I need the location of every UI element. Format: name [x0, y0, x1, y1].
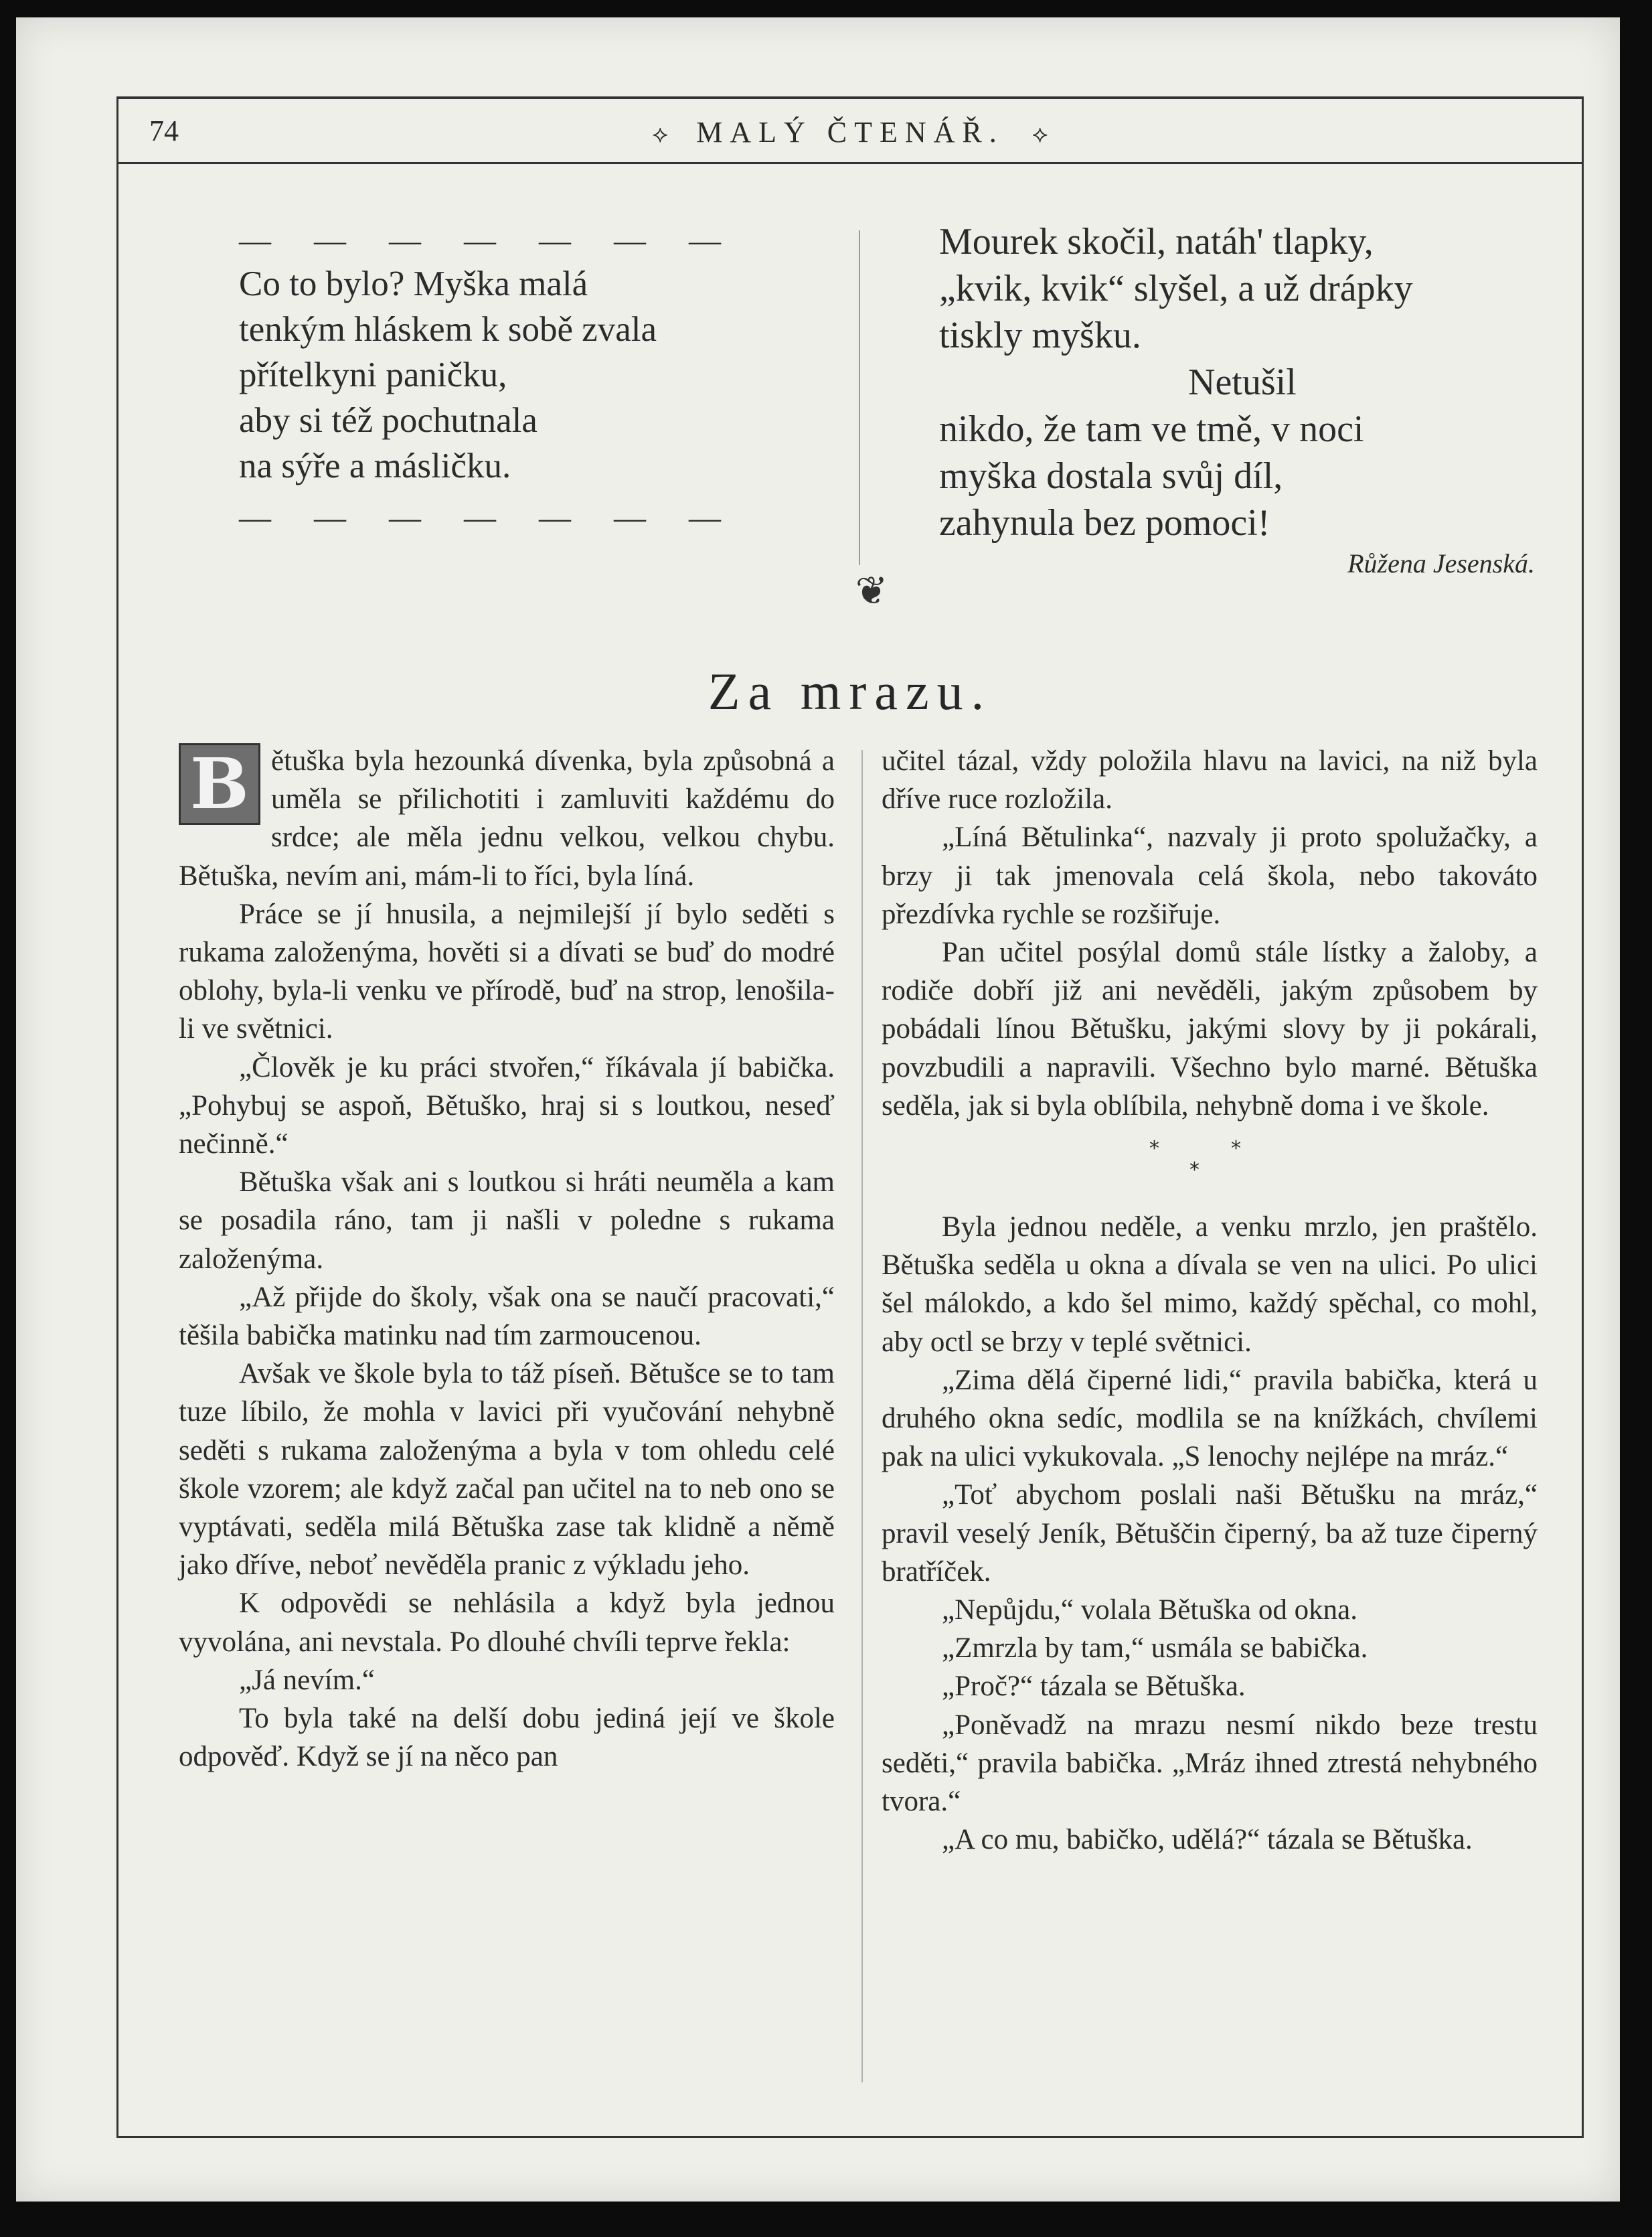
page-frame — [116, 96, 1584, 2138]
paragraph: Byla jednou neděle, a venku mrzlo, jen praštělo. Bětuška seděla u okna a dívala se ven na ulici. Po ulici šel málokdo, a kdo šel mimo, každý spěchal, co mohl, aby octl se brzy v teplé světnici. — [882, 1211, 1538, 1358]
section-break — [882, 1132, 1538, 1199]
paragraph: „Zima dělá čiperné lidi,“ pravila babička, která u druhého okna sedíc, modlila se na knížkách, chvílemi pak na ulici vykukovala. „S lenochy nejlépe na mráz.“ — [882, 1364, 1538, 1473]
paragraph: „Já nevím.“ — [239, 1664, 375, 1696]
paragraph: „Až přijde do školy, však ona se naučí pracovati,“ těšila babička matinku nad tím zarmoucenou. — [179, 1281, 835, 1352]
poem-line: přítelkyni paničku, — [239, 356, 507, 394]
paragraph: B ětuška byla hezounká dívenka, byla způsobná a uměla se přilichotiti i zamluviti každému do srdce; ale měla jednu velkou, velkou chybu. Bětuška, nevím ani, mám-li to říci, byla líná. — [179, 743, 835, 892]
poem-column-divider — [859, 230, 860, 565]
running-title — [118, 115, 1582, 149]
paragraph: „Toť abychom poslali naši Bětušku na mráz,“ pravil veselý Jeník, Bětuščin čiperný, ba až tuze čiperný bratříček. — [882, 1479, 1538, 1588]
book-page — [16, 17, 1620, 2202]
paragraph: K odpovědi se nehlásila a když byla jednou vyvolána, ani nevstala. Po dlouhé chvíli teprve řekla: — [179, 1588, 835, 1658]
fleuron-icon: ❦ — [855, 568, 888, 613]
paragraph: „Člověk je ku práci stvořen,“ říkávala jí babička. „Pohybuj se aspoň, Bětuško, hraj si s loutkou, neseď nečinně.“ — [179, 1051, 835, 1160]
journal-title: MALÝ ČTENÁŘ. — [696, 116, 1004, 149]
poem-dashes-bottom: — — — — — — — — [239, 500, 738, 536]
ornament-left-icon: ⟡ — [652, 121, 669, 148]
story-right-column — [882, 742, 1538, 1859]
poem-dashes-top: — — — — — — — — [239, 223, 738, 258]
paragraph: Pan učitel posýlal domů stále lístky a žaloby, a rodiče dobří již ani nevěděli, jakým způsobem by pobádali línou Bětušku, jakými slovy by ji pokárali, povzbudili a napravili. Všechno bylo marné. Bětuška seděla, jak si byla oblíbila, nehybně doma i ve škole. — [882, 937, 1538, 1122]
poem-line: myška dostala svůj díl, — [939, 455, 1283, 497]
ornament-right-icon: ⟡ — [1031, 121, 1048, 148]
story-column-divider — [861, 750, 863, 2082]
poem-line: Mourek skočil, natáh' tlapky, — [939, 221, 1374, 262]
poem-author: Růžena Jesenská. — [1347, 548, 1535, 578]
poem-left-column — [239, 221, 841, 538]
poem-line: zahynula bez pomoci! — [939, 502, 1270, 544]
running-header — [118, 99, 1582, 164]
poem-line: nikdo, že tam ve tmě, v noci — [939, 408, 1364, 450]
poem-line: tiskly myšku. — [939, 315, 1141, 356]
poem-line: tenkým hláskem k sobě zvala — [239, 310, 657, 349]
asterisk-icon: * — [1189, 1158, 1200, 1182]
paragraph: To byla také na delší dobu jediná její ve škole odpověď. Když se jí na něco pan — [179, 1703, 835, 1773]
paragraph: Práce se jí hnusila, a nejmilejší jí bylo seděti s rukama založenýma, hověti si a dívati se buď do modré oblohy, byla-li venku ve přírodě, buď na strop, lenošila-li ve světnici. — [179, 898, 835, 1045]
paragraph: „Nepůjdu,“ volala Bětuška od okna. — [942, 1594, 1357, 1626]
paragraph: Bětuška však ani s loutkou si hráti neuměla a kam se posadila ráno, tam ji našli v poledne s rukama založenýma. — [179, 1166, 835, 1275]
page-number: 74 — [149, 114, 179, 147]
story-left-column — [179, 742, 835, 1776]
paragraph: „A co mu, babičko, udělá?“ tázala se Bětuška. — [942, 1824, 1473, 1856]
asterisk-icon: * — [1149, 1137, 1159, 1161]
poem-line: Co to bylo? Myška malá — [239, 264, 588, 303]
poem-line: „kvik, kvik“ slyšel, a už drápky — [939, 268, 1413, 309]
poem-line: aby si též pochutnala — [239, 401, 538, 440]
paragraph: Avšak ve škole byla to táž píseň. Bětušce se to tam tuze líbilo, že mohla v lavici při vyučování nehybně seděti s rukama založenýma a byla v tom ohledu celé škole vzorem; ale když začal pan učitel na to neb ono se vyptávati, seděla milá Bětuška zase tak klidně a němě jako dříve, neboť nevěděla pranic z výkladu jeho. — [179, 1358, 835, 1582]
dropcap-letter: B — [179, 743, 260, 825]
paragraph: „Poněvadž na mrazu nesmí nikdo beze trestu seděti,“ pravila babička. „Mráz ihned ztrestá nehybného tvora.“ — [882, 1709, 1538, 1818]
paragraph: „Zmrzla by tam,“ usmála se babička. — [942, 1632, 1368, 1665]
paragraph: učitel tázal, vždy položila hlavu na lavici, na niž byla dříve ruce rozložila. — [882, 745, 1538, 816]
paragraph: „Proč?“ tázala se Bětuška. — [942, 1671, 1246, 1703]
poem-right-column — [939, 218, 1542, 581]
poem-line: Netušil — [1188, 362, 1297, 403]
paragraph: „Líná Bětulinka“, nazvaly ji proto spolužačky, a brzy ji tak jmenovala celá škola, nebo takováto přezdívka rychle se rozšiřuje. — [882, 822, 1538, 930]
poem-line: na sýře a másličku. — [239, 447, 511, 485]
story-title: Za mrazu. — [708, 662, 993, 720]
asterisk-icon: * — [1231, 1137, 1241, 1161]
